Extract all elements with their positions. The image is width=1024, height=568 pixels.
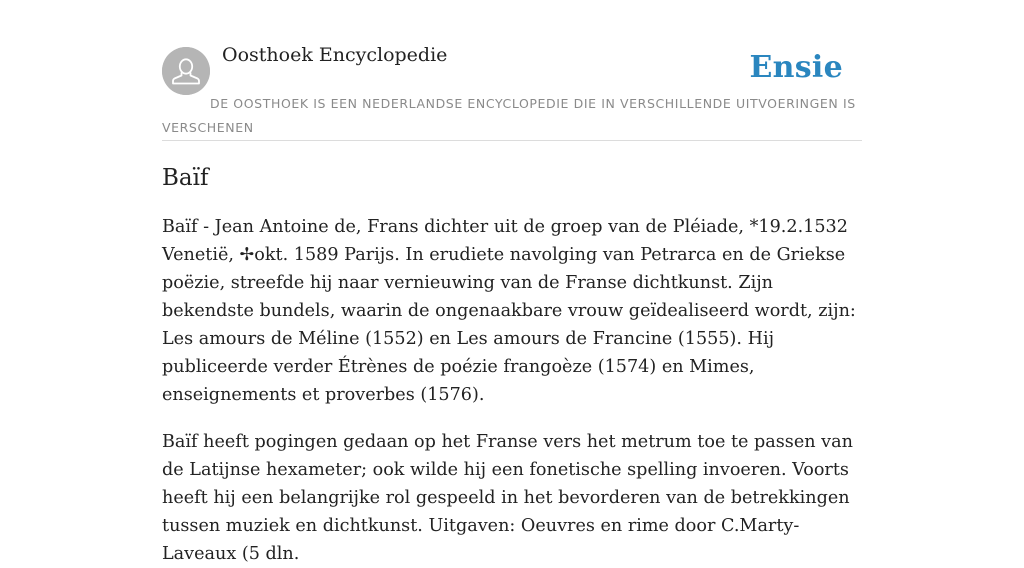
site-name-link[interactable]: Oosthoek Encyclopedie [222,44,448,66]
article-paragraph: Baïf heeft pogingen gedaan op het Franse vers het metrum toe te passen van de Latijnse hexameter; ook wilde hij een fonetische spelling invoeren. Voorts heeft hij een belangrijke rol gespeeld in het bevorderen van de betrekkingen tussen muziek en dichtkunst. Uitgaven: Oeuvres en rime door C.Marty-Laveaux (5 dln. [162,432,853,564]
brand-logo[interactable]: Ensie [749,50,843,85]
site-tagline: DE OOSTHOEK IS EEN NEDERLANDSE ENCYCLOPEDIE DIE IN VERSCHILLENDE UITVOERINGEN IS VERSCHENEN [162,96,856,135]
article-content [162,158,862,568]
article-paragraph: Baïf - Jean Antoine de, Frans dichter uit de groep van de Pléiade, *19.2.1532 Venetië, ✢okt. 1589 Parijs. In erudiete navolging van Petrarca en de Griekse poëzie, streefde hij naar vernieuwing van de Franse dichtkunst. Zijn bekendste bundels, waarin de ongenaakbare vrouw geïdealiseerd wordt, zijn: Les amours de Méline (1552) en Les amours de Francine (1555). Hij publiceerde verder Étrènes de poézie frangoèze (1574) en Mimes, enseignements et proverbes (1576). [162,217,856,405]
user-icon[interactable] [162,47,210,95]
page-header [162,40,862,141]
article-title: Baïf [162,165,209,191]
